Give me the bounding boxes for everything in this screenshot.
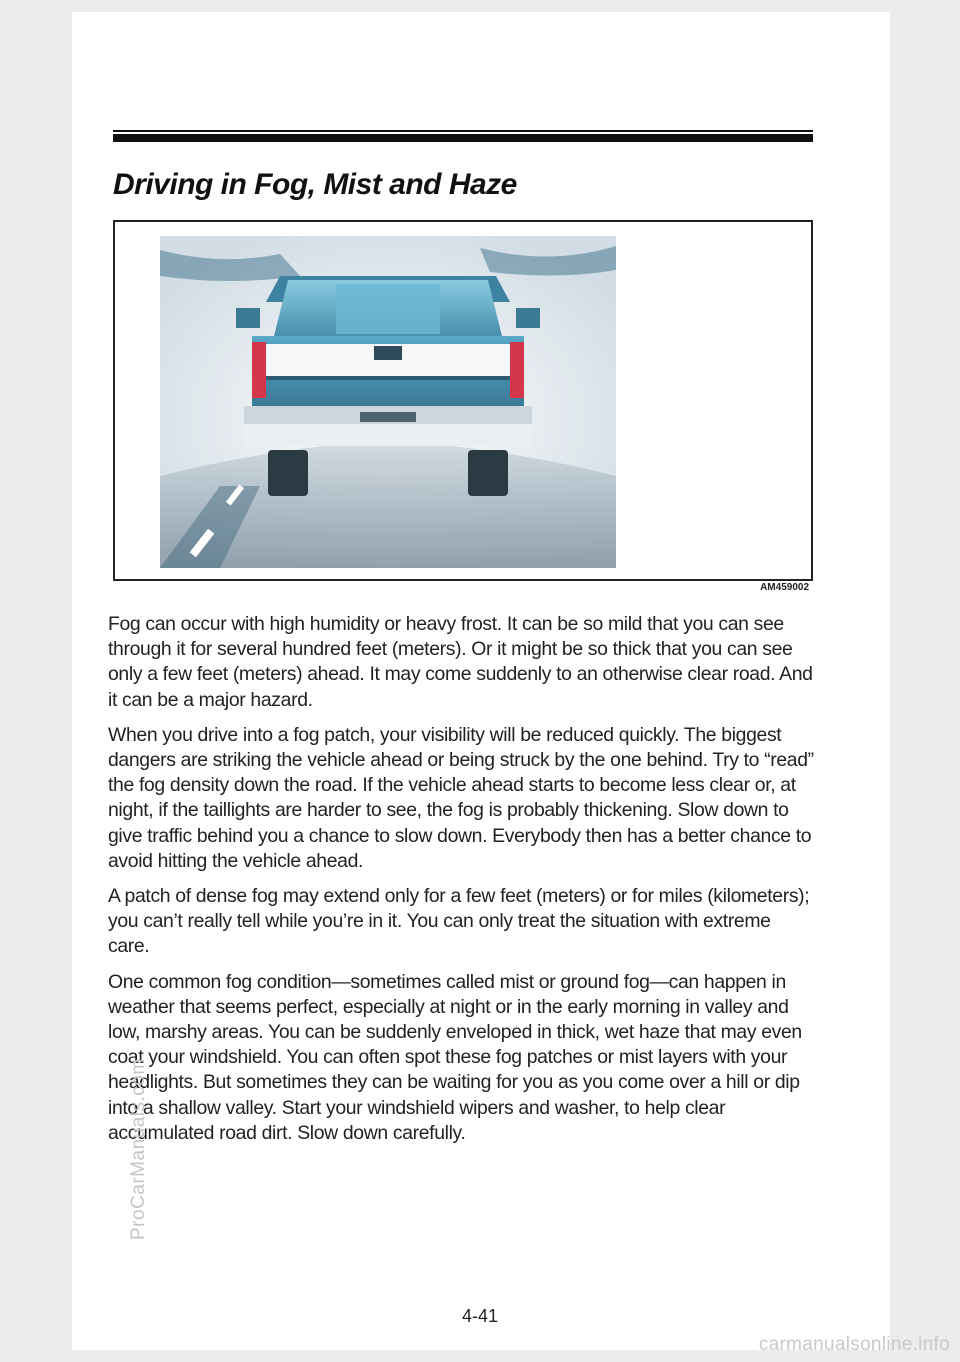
figure-code: AM459002 <box>760 582 809 593</box>
header-rule-thick <box>113 134 813 142</box>
body-text <box>108 612 816 1156</box>
side-watermark: ProCarManuals.com <box>128 1058 149 1240</box>
paragraph: When you drive into a fog patch, your visibility will be reduced quickly. The biggest dangers are striking the vehicle ahead or being struck by the one behind. Try to “read” the fog density down the road. If the vehicle ahead starts to become less clear or, at night, if the taillights are harder to see, the fog is probably thickening. Slow down to give traffic behind you a chance to slow down. Everybody then has a better chance to avoid hitting the vehicle ahead. <box>108 723 814 872</box>
paragraph: A patch of dense fog may extend only for a few feet (meters) or for miles (kilometers); you can’t really tell while you’re in it. You can only treat the situation with extreme care. <box>108 885 810 958</box>
paragraph: Fog can occur with high humidity or heavy frost. It can be so mild that you can see through it for several hundred feet (meters). Or it might be so thick that you can see only a few feet (meters) ahead. It may come suddenly to an otherwise clear road. And it can be a major hazard. <box>108 613 813 711</box>
header-rule-thin <box>113 130 813 132</box>
bottom-watermark: carmanualsonline.info <box>758 1334 950 1355</box>
figure-frame <box>113 220 813 581</box>
section-title: Driving in Fog, Mist and Haze <box>113 168 517 201</box>
paragraph: One common fog condition—sometimes called mist or ground fog—can happen in weather that seems perfect, especially at night or in the early morning in valley and low, marshy areas. You can be suddenly enveloped in thick, wet haze that may even coat your windshield. You can often spot these fog patches or mist layers with your headlights. But sometimes they can be waiting for you as you come over a hill or dip into a shallow valley. Start your windshield wipers and washer, to help clear accumulated road dirt. Slow down carefully. <box>108 970 802 1144</box>
page-number: 4-41 <box>461 1306 499 1326</box>
truck-in-fog-illustration <box>160 236 616 568</box>
